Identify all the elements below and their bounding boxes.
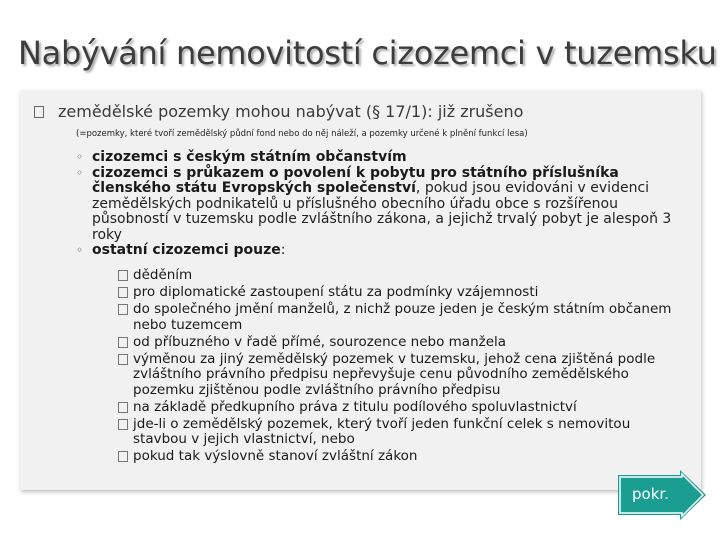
acquisition-ways-list (118, 268, 678, 466)
subpoint-bold: ostatní cizozemci pouze (92, 242, 281, 258)
bullet-icon (34, 106, 44, 118)
slide-title: Nabývání nemovitostí cizozemci v tuzemsku (18, 34, 717, 72)
subpoint (76, 243, 676, 259)
subpoint-bold: cizozemci s českým státním občanstvím (92, 149, 407, 165)
subpoint-text: : (280, 242, 286, 258)
list-item: pro diplomatické zastoupení státu za podmínky vzájemnosti (118, 285, 678, 301)
next-slide-button[interactable] (618, 470, 708, 520)
subpoint-bold: cizozemci s průkazem o povolení k pobytu pro státního příslušníka členského státu Evropských společenství (92, 164, 619, 196)
definition-note: (=pozemky, které tvoří zemědělský půdní fond nebo do něj náleží, a pozemky určené k plnění funkcí lesa) (76, 129, 528, 139)
subpoint-text: , pokud jsou evidováni v evidenci zemědělských podnikatelů u příslušného obecního úřadu obce s rozšířenou působností v tuzemsku podle zvláštního zákona, a jejichž trvalý pobyt je alespoň 3 roky (92, 180, 672, 243)
subpoint (76, 166, 676, 244)
list-item: pokud tak výslovně stanoví zvláštní zákon (118, 449, 678, 465)
main-point-text: zemědělské pozemky mohou nabývat (§ 17/1): již zrušeno (58, 102, 524, 121)
list-item: na základě předkupního práva z titulu podílového spoluvlastnictví (118, 400, 678, 416)
list-item: děděním (118, 268, 678, 284)
list-item: do společného jmění manželů, z nichž pouze jeden je českým státním občanem nebo tuzemcem (118, 302, 678, 333)
main-point (34, 102, 523, 121)
list-item: jde-li o zemědělský pozemek, který tvoří jeden funkční celek s nemovitou stavbou v jejich vlastnictví, nebo (118, 417, 678, 448)
list-item: od příbuzného v řadě přímé, sourozence nebo manžela (118, 335, 678, 351)
subpoint-list (76, 150, 676, 259)
next-slide-label: pokr. (632, 485, 669, 503)
subpoint (76, 150, 676, 166)
list-item: výměnou za jiný zemědělský pozemek v tuzemsku, jehož cena zjištěná podle zvláštního právního předpisu nepřevyšuje cenu původního zemědělského pozemku zjištěnou podle zvláštního právního předpisu (118, 352, 678, 399)
